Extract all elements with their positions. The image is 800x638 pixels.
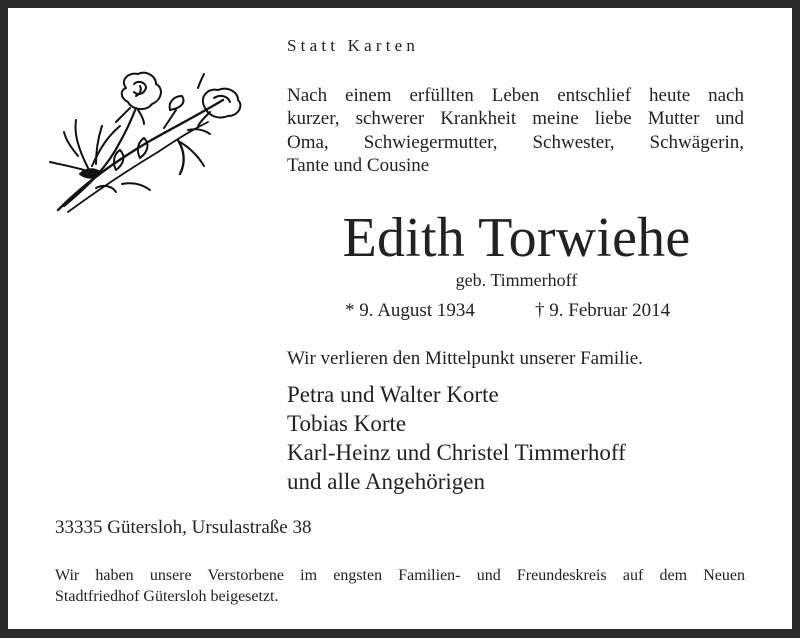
death-date: † 9. Februar 2014 — [535, 300, 671, 321]
obituary-notice — [8, 8, 792, 629]
mourner-entry: Petra und Walter Korte — [287, 382, 499, 407]
intro-paragraph — [287, 84, 744, 177]
maiden-name: geb. Timmerhoff — [455, 270, 578, 290]
intro-line: Nach einem erfüllten Leben entschlief heute nach — [287, 85, 744, 106]
burial-line: Wir haben unsere Verstorbene im engsten Familien- und Freundeskreis auf dem Neuen — [55, 567, 745, 584]
intro-line: kurzer, schwerer Krankheit meine liebe Mutter und — [287, 108, 744, 130]
burial-notice — [55, 565, 745, 607]
intro-line: Tante und Cousine — [287, 154, 430, 176]
burial-line: Stadtfriedhof Gütersloh beigesetzt. — [55, 588, 279, 605]
roses-illustration-icon — [48, 70, 248, 218]
family-motto: Wir verlieren den Mittelpunkt unserer Familie. — [287, 348, 643, 369]
mourners-list — [287, 380, 626, 496]
intro-line: Oma, Schwiegermutter, Schwester, Schwägerin, — [287, 131, 744, 153]
mourner-entry: Karl-Heinz und Christel Timmerhoff — [287, 440, 626, 465]
notice-header: Statt Karten — [287, 36, 420, 55]
mourner-entry: und alle Angehörigen — [287, 469, 486, 494]
deceased-name: Edith Torwiehe — [342, 207, 691, 269]
birth-date: * 9. August 1934 — [345, 300, 475, 321]
mourner-entry: Tobias Korte — [287, 411, 407, 436]
address: 33335 Gütersloh, Ursulastraße 38 — [55, 517, 312, 538]
